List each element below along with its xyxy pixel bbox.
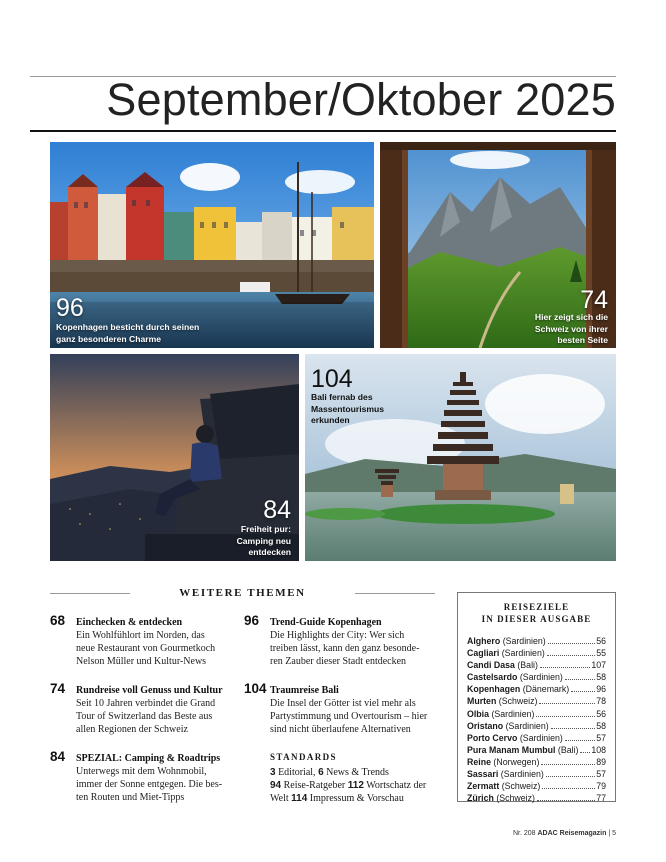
item-text: sind nicht überlaufene Alternativen — [270, 724, 411, 735]
feature-caption: Hier zeigt sich die Schweiz von ihrer besten Seite — [534, 312, 608, 345]
standards-page: 112 — [347, 780, 364, 791]
themen-item[interactable] — [244, 613, 449, 668]
reiseziel-entry[interactable]: Alghero (Sardinien) 56 — [467, 636, 606, 646]
issue-number: Nr. 208 — [512, 830, 536, 837]
item-page-number: 68 — [50, 613, 66, 628]
item-text: Ein Wohlfühlort im Norden, das — [76, 630, 205, 641]
themen-item[interactable] — [50, 613, 240, 668]
weitere-themen-heading — [50, 587, 435, 601]
reiseziel-entry[interactable]: Castelsardo (Sardinien) 58 — [467, 672, 606, 683]
reiseziel-entry[interactable]: Olbia (Sardinien) 56 — [467, 708, 606, 719]
reiseziel-entry[interactable]: Candi Dasa (Bali) 107 — [467, 660, 606, 671]
item-heading: SPEZIAL: Camping & Roadtrips — [76, 753, 221, 764]
page-footer — [513, 830, 616, 837]
standards-label[interactable]: Impressum & Vorschau — [309, 793, 404, 804]
item-page-number: 74 — [50, 681, 66, 696]
standards-label[interactable]: News & Trends — [326, 767, 389, 778]
item-text: immer der Sonne entgegen. Die bes- — [76, 779, 223, 790]
reiseziele-heading: REISEZIELE IN DIESER AUSGABE — [481, 602, 592, 624]
photo-kopenhagen[interactable] — [50, 142, 374, 348]
photo-bali[interactable] — [305, 354, 616, 561]
item-page-number: 96 — [244, 613, 260, 628]
standards-label[interactable]: Reise-Ratgeber — [283, 780, 346, 791]
divider — [355, 593, 435, 594]
standards-page: 94 — [270, 780, 282, 791]
reiseziele-box — [457, 592, 616, 802]
page-title: September/Oktober 2025 — [106, 74, 616, 125]
feature-page-number: 74 — [580, 286, 608, 314]
feature-page-number: 96 — [56, 294, 84, 322]
standards-list — [270, 766, 445, 805]
reiseziel-entry[interactable]: Reine (Norwegen) 89 — [467, 756, 606, 767]
item-page-number: 104 — [244, 681, 267, 696]
feature-caption: Kopenhagen besticht durch seinen ganz besonderen Charme — [56, 322, 200, 344]
reiseziel-entry[interactable]: Sassari (Sardinien) 57 — [467, 769, 606, 780]
reiseziel-entry[interactable]: Zermatt (Schweiz) 79 — [467, 781, 606, 792]
item-text: Tour of Switzerland das Beste aus — [76, 711, 213, 722]
standards-page: 6 — [318, 767, 324, 778]
footer-separator: | — [608, 830, 611, 837]
item-text: Partystimmung und Overtourism – hier — [270, 711, 428, 722]
item-heading: Traumreise Bali — [270, 685, 339, 696]
feature-page-number: 104 — [311, 365, 353, 393]
reiseziel-entry[interactable]: Zürich (Schweiz) 77 — [467, 793, 606, 804]
feature-page-number: 84 — [263, 496, 291, 524]
item-text: Unterwegs mit dem Wohnmobil, — [76, 766, 207, 777]
photo-schweiz[interactable] — [380, 142, 616, 348]
reiseziel-entry[interactable]: Cagliari (Sardinien) 55 — [467, 648, 606, 659]
item-text: ten Routen und Miet-Tipps — [76, 792, 185, 803]
themen-item[interactable] — [50, 749, 245, 804]
reiseziel-entry[interactable]: Porto Cervo (Sardinien) 57 — [467, 732, 606, 743]
section-label: WEITERE THEMEN — [179, 587, 306, 599]
item-heading: Einchecken & entdecken — [76, 617, 183, 628]
standards-page: 3 — [270, 767, 276, 778]
standards-label[interactable]: Editorial, — [278, 767, 316, 778]
page-number: 5 — [612, 830, 616, 837]
title-rule — [30, 130, 616, 132]
themen-item[interactable] — [50, 681, 245, 736]
standards-page: 114 — [291, 793, 308, 804]
item-text: neue Restaurant von Gourmetkoch — [76, 643, 216, 654]
item-heading: Rundreise voll Genuss und Kultur — [76, 685, 223, 696]
photo-camping[interactable] — [50, 354, 299, 561]
standards-heading: STANDARDS — [270, 752, 337, 762]
reiseziel-entry[interactable]: Pura Manam Mumbul (Bali) 108 — [467, 744, 606, 755]
standards-label[interactable]: Wortschatz der Welt — [270, 780, 427, 804]
item-text: allen Regionen der Schweiz — [76, 724, 188, 735]
item-text: Die Insel der Götter ist viel mehr als — [270, 698, 416, 709]
item-text: ren Zauber dieser Stadt entdecken — [270, 656, 407, 667]
reiseziel-entry[interactable]: Oristano (Sardinien) 58 — [467, 720, 606, 731]
item-text: treiben lässt, kann den ganz besonde- — [270, 643, 420, 654]
kopenhagen-image — [50, 142, 374, 348]
item-text: Die Highlights der City: Wer sich — [270, 630, 405, 641]
themen-item[interactable] — [244, 681, 449, 736]
item-text: Seit 10 Jahren verbindet die Grand — [76, 698, 216, 709]
magazine-name: ADAC Reisemagazin — [537, 830, 607, 837]
reiseziel-entry[interactable]: Murten (Schweiz) 78 — [467, 696, 606, 707]
item-text: Nelson Müller und Kultur-News — [76, 656, 207, 667]
feature-caption: Bali fernab des Massentourismus erkunden — [311, 392, 385, 425]
item-page-number: 84 — [50, 749, 66, 764]
reiseziel-entry[interactable]: Kopenhagen (Dänemark) 96 — [467, 684, 606, 695]
feature-caption: Freiheit pur: Camping neu entdecken — [236, 524, 291, 557]
reiseziele-list — [467, 635, 606, 804]
item-heading: Trend-Guide Kopenhagen — [270, 617, 382, 628]
